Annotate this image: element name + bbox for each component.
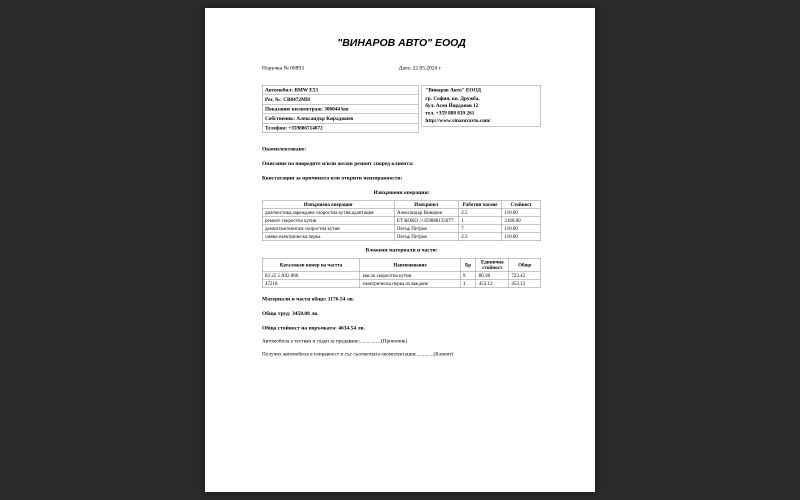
operation-hours: 1 xyxy=(459,217,502,225)
table-row xyxy=(262,209,541,217)
operation-cost: 110.00 xyxy=(502,233,541,241)
part-name: масло скоростна кутия xyxy=(360,272,460,280)
column-header: Бр xyxy=(460,258,476,272)
column-header: Единична стойност xyxy=(476,258,509,272)
materials-total: Материали и части общо: 1176.54 лв. xyxy=(262,296,355,302)
company-phone: тел. +359 888 839 261 xyxy=(425,110,475,117)
table-row xyxy=(262,233,541,241)
operation-cost: 110.00 xyxy=(502,209,541,217)
materials-section xyxy=(262,247,541,288)
part-catalog-number: 83 22 5 A92 866 xyxy=(262,272,360,280)
table-row xyxy=(262,272,541,280)
operation-name: смяна електрическа перка xyxy=(262,233,394,241)
operations-table xyxy=(262,201,541,242)
section-damage-description: Описание на повредите и/или желан ремонт според клиента: xyxy=(262,160,414,167)
company-name: "Винаров Авто" ЕООД xyxy=(425,87,481,93)
operation-cost: 2160.00 xyxy=(502,217,541,225)
part-quantity: 1 xyxy=(460,280,476,288)
table-row xyxy=(262,114,418,124)
labor-total: Общо труд: 3458.00 лв. xyxy=(262,310,319,317)
operation-name: демонтаж/монтаж скоростна кутия xyxy=(262,225,394,233)
vehicle-info-table xyxy=(262,85,418,133)
table-header-row xyxy=(262,258,541,272)
operations-title: Извършени операции: xyxy=(373,189,430,196)
table-header-row xyxy=(262,201,541,209)
table-row xyxy=(262,217,541,225)
operation-performer: Петър Петров xyxy=(394,233,458,241)
column-header: Наименование xyxy=(360,258,460,272)
operation-cost: 110.00 xyxy=(502,225,541,233)
company-address-city: гр. София, кв. Дружба, xyxy=(425,95,480,102)
vehicle-model: Автомобил: BMW E53 xyxy=(262,85,418,95)
column-header: Общо xyxy=(509,258,541,272)
operation-performer: Петър Петров xyxy=(394,225,458,233)
client-signature-line: Получих автомобила в изправност и със съответната окомплектация:.............(Клиент) xyxy=(262,351,454,357)
info-row xyxy=(262,85,541,133)
grand-total: Обща стойност на поръчката: 4634.54 лв. xyxy=(262,325,365,331)
part-total-price: 453.12 xyxy=(509,280,541,288)
order-date-row xyxy=(262,65,541,72)
table-row xyxy=(262,225,541,233)
part-total-price: 723.42 xyxy=(509,272,541,280)
part-quantity: 9 xyxy=(460,272,476,280)
table-row xyxy=(262,123,418,133)
materials-title: Вложени материали и части: xyxy=(365,247,438,253)
tester-signature-line: Автомобила е тестван и годен за предаване:................(Приемчик) xyxy=(262,338,408,344)
operation-name: диагностика,зареждане скоростна кутия,адаптация xyxy=(262,209,394,217)
company-title: "ВИНАРОВ АВТО" ЕООД xyxy=(337,37,466,49)
document-page xyxy=(205,8,595,492)
part-unit-price: 80.38 xyxy=(476,272,509,280)
table-row xyxy=(262,104,418,114)
company-info-box xyxy=(421,85,541,127)
part-catalog-number: 47218 xyxy=(262,280,360,288)
column-header: Каталожен номер на частта xyxy=(262,258,360,272)
section-findings: Констатации за причината или открити неизправности: xyxy=(262,175,403,181)
operation-hours: 2.3 xyxy=(459,233,502,241)
table-row xyxy=(262,85,418,95)
company-address-street: бул. Асен Йорданов 12 xyxy=(425,103,479,109)
vehicle-mileage: Показание километраж: 306044 km xyxy=(262,104,418,114)
owner-phone: Телефон: +359886714872 xyxy=(262,123,418,133)
column-header: Извършена операция xyxy=(262,201,394,209)
operation-name: ремонт скоростна кутия xyxy=(262,217,394,225)
order-number: Поръчка № 00893 xyxy=(262,65,304,71)
operation-performer: Александър Винаров xyxy=(394,209,458,217)
part-unit-price: 453.12 xyxy=(476,280,509,288)
operation-performer: ЕТ КОКО /+359888135077 xyxy=(394,217,458,225)
column-header: Стойност xyxy=(502,201,541,209)
materials-table xyxy=(262,258,541,288)
table-row xyxy=(262,95,418,105)
vehicle-reg-number: Рег. №: CB8472MH xyxy=(262,95,418,105)
column-header: Работни часове xyxy=(459,201,502,209)
table-row xyxy=(262,280,541,288)
part-name: електрическа перка охлаждане xyxy=(360,280,460,288)
section-equipment: Окомплектоване: xyxy=(262,146,307,152)
document-content xyxy=(205,8,595,492)
document-date: Дата: 22.05.2024 г xyxy=(398,65,441,71)
vehicle-owner: Собственик: Александър Кираджиев xyxy=(262,114,418,124)
column-header: Извършил xyxy=(394,201,458,209)
operation-hours: 2.5 xyxy=(459,209,502,217)
company-website: http://www.vinarovavto.com/ xyxy=(425,117,491,124)
operation-hours: 7 xyxy=(459,225,502,233)
